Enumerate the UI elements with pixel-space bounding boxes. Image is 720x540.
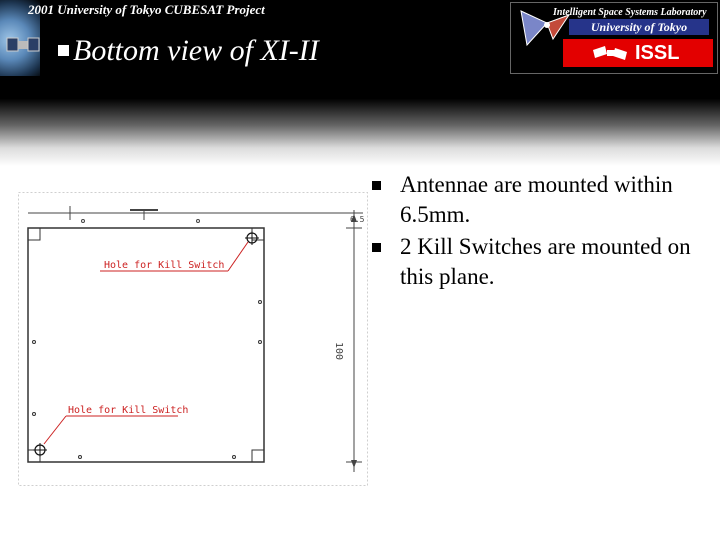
issl-satellite-icon — [591, 44, 629, 62]
lab-name: Intelligent Space Systems Laboratory — [553, 7, 707, 18]
slide-title-text: Bottom view of XI-II — [73, 34, 319, 67]
hole-label-2: Hole for Kill Switch — [68, 405, 189, 416]
hole-label-1: Hole for Kill Switch — [104, 260, 225, 271]
title-bullet-icon — [58, 45, 69, 56]
dim-large-label: 100 — [333, 342, 344, 361]
bullet-list — [370, 170, 710, 294]
university-bar — [569, 19, 709, 35]
issl-logo — [510, 2, 718, 74]
bullet-item — [370, 232, 710, 292]
header — [0, 0, 720, 76]
kill-switch-hole-2 — [33, 443, 47, 457]
project-label: 2001 University of Tokyo CUBESAT Project — [28, 2, 265, 17]
bullet-text: Antennae are mounted within 6.5mm. — [400, 172, 673, 227]
header-shadow — [0, 76, 720, 166]
university-name: University of Tokyo — [590, 20, 688, 34]
slide-title — [58, 34, 319, 68]
drawing-svg — [18, 192, 368, 486]
satellite-icon — [6, 34, 40, 56]
bullet-item — [370, 170, 710, 230]
bullet-text: 2 Kill Switches are mounted on this plane. — [400, 234, 691, 289]
bottom-view-drawing — [18, 192, 368, 486]
dim-small-label: 6.5 — [350, 215, 365, 224]
issl-text: ISSL — [635, 42, 680, 64]
bullet-icon — [372, 181, 381, 190]
issl-bar — [563, 39, 713, 67]
bullet-icon — [372, 243, 381, 252]
